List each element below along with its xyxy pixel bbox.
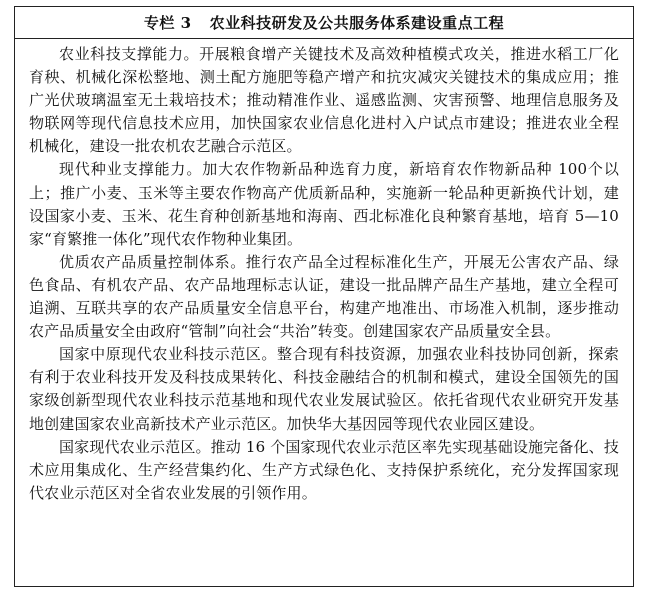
column-title-row: [15, 7, 633, 39]
column-content: [15, 39, 633, 505]
paragraph-agri-tech-support: 农业科技支撑能力。开展粮食增产关键技术及高效种植模式攻关，推进水稻工厂化育秧、机械化深松整地、测土配方施肥等稳产增产和抗灾减灾关键技术的集成应用；推广光伏玻璃温室无土栽培技术；推动精准作业、遥感监测、灾害预警、地理信息服务及物联网等现代信息技术应用，加快国家农业信息化进村入户试点市建设；推进农业全程机械化，建设一批农机农艺融合示范区。: [29, 45, 619, 156]
column-title: 农业科技研发及公共服务体系建设重点工程: [209, 14, 505, 32]
paragraph-quality-control: 优质农产品质量控制体系。推行农产品全过程标准化生产，开展无公害农产品、绿色食品、有机农产品、农产品地理标志认证，建设一批品牌产品生产基地，建立全程可追溯、互联共享的农产品质量安全信息平台，构建产地准出、市场准入机制，逐步推动农产品质量安全由政府“管制”向社会“共治”转变。创建国家农产品质量安全县。: [29, 252, 619, 341]
column-box: [14, 6, 634, 587]
paragraph-national-demo-zones: 国家现代农业示范区。推动 16 个国家现代农业示范区率先实现基础设施完备化、技术应用集成化、生产经营集约化、生产方式绿色化、支持保护系统化，充分发挥国家现代农业示范区对全省农业发展的引领作用。: [29, 437, 619, 502]
paragraph-central-plains-demo: 国家中原现代农业科技示范区。整合现有科技资源，加强农业科技协同创新，探索有利于农业科技开发及科技成果转化、科技金融结合的机制和模式，建设全国领先的国家级创新型现代农业科技示范基地和现代农业发展试验区。依托省现代农业研究开发基地创建国家农业高新技术产业示范区。加快华大基因园等现代农业园区建设。: [29, 345, 619, 433]
paragraph-seed-industry: 现代种业支撑能力。加大农作物新品种选育力度，新培育农作物新品种 100个以上；推广小麦、玉米等主要农作物高产优质新品种，实施新一轮品种更新换代计划，建设国家小麦、玉米、花生育种创新基地和海南、西北标准化良种繁育基地，培育 5—10 家“育繁推一体化”现代农作物种业集团。: [29, 160, 619, 248]
column-number: 专栏 3: [143, 14, 192, 32]
